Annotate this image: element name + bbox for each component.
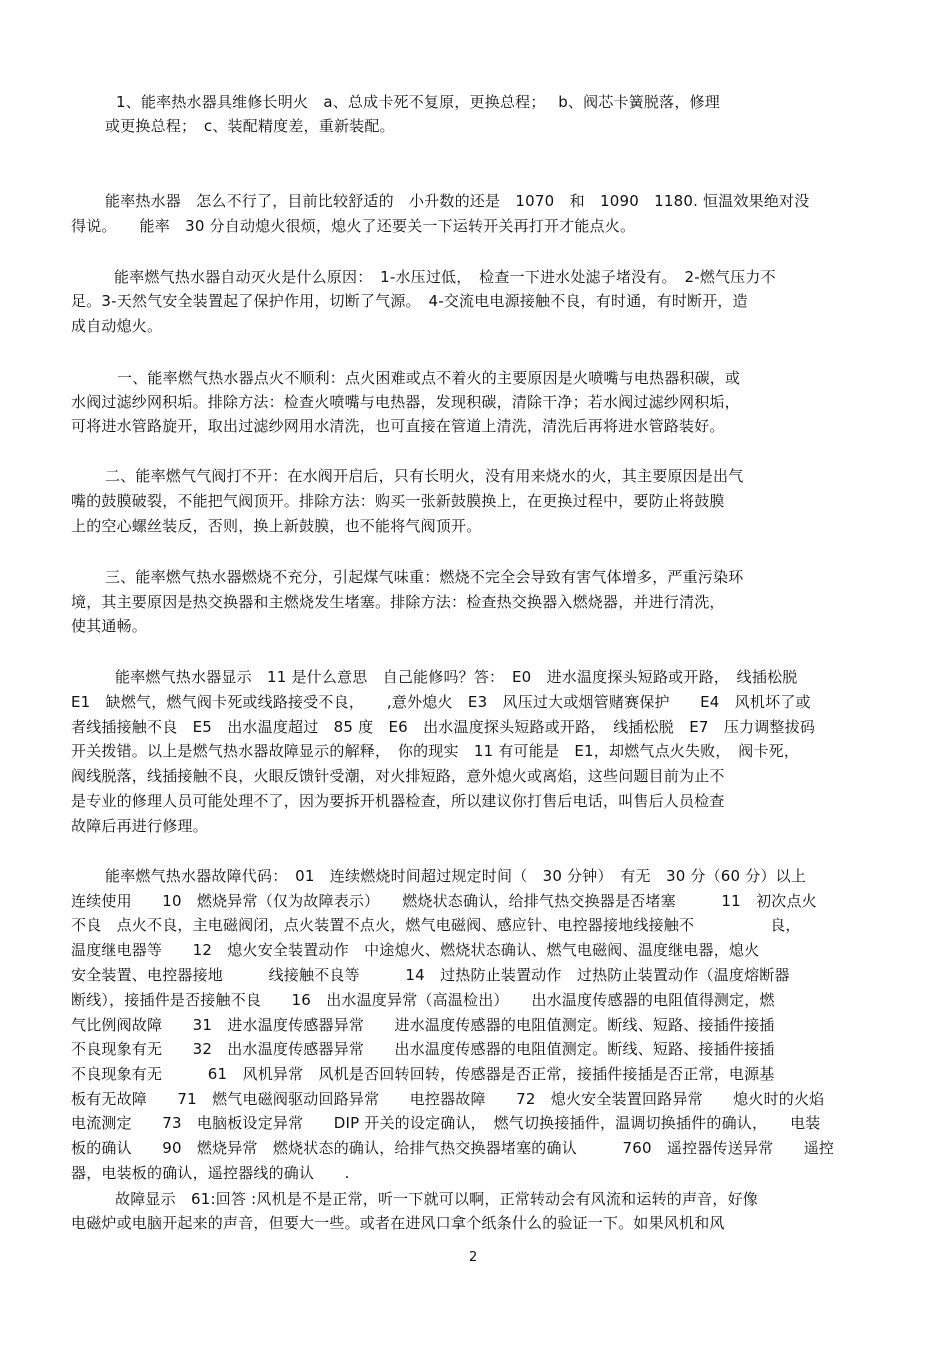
text-line: 可将进水管路旋开，取出过滤纱网用水清洗，也可直接在管道上清洗，清洗后再将进水管路装好。 <box>71 417 725 435</box>
text-line: 能率燃气热水器自动灭火是什么原因： 1-水压过低， 检查一下进水处滤子堵没有。 2-燃气压力不 <box>114 268 776 286</box>
text-line: 得说。 能率 30 分自动熄火很烦，熄火了还要关一下运转开关再打开才能点火。 <box>71 217 636 235</box>
text-line: 断线），接插件是否接触不良 16 出水温度异常（高温检出） 出水温度传感器的电阻值得测定，燃 <box>71 991 775 1009</box>
text-line: 阀线脱落，线插接触不良，火眼反馈针受潮，对火排短路，意外熄火或离焰，这些问题目前为止不 <box>71 767 725 785</box>
text-line: 水阀过滤纱网积垢。排除方法：检查火喷嘴与电热器，发现积碳，清除干净；若水阀过滤纱网积垢， <box>71 393 740 411</box>
text-line: 一、能率燃气热水器点火不顺利：点火困难或点不着火的主要原因是火喷嘴与电热器积碳，或 <box>117 369 741 387</box>
text-line: 气比例阀故障 31 进水温度传感器异常 进水温度传感器的电阻值测定。断线、短路、接插件接插 <box>71 1016 775 1034</box>
text-line: 三、能率燃气热水器燃烧不充分，引起煤气味重：燃烧不完全会导致有害气体增多，严重污染环 <box>105 568 744 586</box>
text-line: 成自动熄火。 <box>71 317 163 335</box>
text-line: 能率燃气热水器显示 11 是什么意思 自己能修吗？答： E0 进水温度探头短路或开路， 线插松脱 <box>115 668 798 686</box>
text-line: 使其通畅。 <box>71 617 148 635</box>
text-line: 温度继电器等 12 熄火安全装置动作 中途熄火、燃烧状态确认、燃气电磁阀、温度继电器，熄火 <box>71 941 760 959</box>
text-line: 安全装置、电控器接地 线接触不良等 14 过热防止装置动作 过热防止装置动作（温度熔断器 <box>71 966 790 984</box>
text-line: 足。3-天然气安全装置起了保护作用，切断了气源。 4-交流电电源接触不良，有时通，有时断开，造 <box>71 292 748 310</box>
text-line: 是专业的修理人员可能处理不了，因为要拆开机器检查，所以建议你打售后电话，叫售后人员检查 <box>71 792 725 810</box>
text-line: 能率燃气热水器故障代码： 01 连续燃烧时间超过规定时间（ 30 分钟） 有无 30 分（60 分）以上 <box>105 867 807 885</box>
text-line: 电流测定 73 电脑板设定异常 DIP 开关的设定确认， 燃气切换接插件，温调切换插件的确认， 电装 <box>71 1114 821 1132</box>
text-line: 嘴的鼓膜破裂，不能把气阀顶开。排除方法：购买一张新鼓膜换上，在更换过程中，要防止将鼓膜 <box>71 492 725 510</box>
text-line: 不良 点火不良，主电磁阀闭，点火装置不点火，燃气电磁阀、感应针、电控器接地线接触不 良， <box>71 916 801 934</box>
text-line: 故障显示 61:回答 :风机是不是正常，听一下就可以啊，正常转动会有风流和运转的声音，好像 <box>115 1190 758 1208</box>
text-line: 板的确认 90 燃烧异常 燃烧状态的确认，给排气热交换器堵塞的确认 760 遥控器传送异常 遥控 <box>71 1139 835 1157</box>
text-line: 不良现象有无 32 出水温度传感器异常 出水温度传感器的电阻值测定。断线、短路、接插件接插 <box>71 1040 775 1058</box>
text-line: 电磁炉或电脑开起来的声音，但要大一些。或者在进风口拿个纸条什么的验证一下。如果风机和风 <box>71 1214 725 1232</box>
text-line: 开关拨错。以上是燃气热水器故障显示的解释， 你的现实 11 有可能是 E1，却燃气点火失败， 阀卡死， <box>71 742 800 760</box>
text-line: 不良现象有无 61 风机异常 风机是否回转回转，传感器是否正常，接插件接插是否正常，电源基 <box>71 1065 775 1083</box>
text-line: 器，电装板的确认，遥控器线的确认 . <box>71 1164 350 1182</box>
text-line: 境，其主要原因是热交换器和主燃烧发生堵塞。排除方法：检查热交换器入燃烧器，并进行清洗， <box>71 593 725 611</box>
text-line: 二、能率燃气气阀打不开：在水阀开启后，只有长明火，没有用来烧水的火，其主要原因是出气 <box>105 467 744 485</box>
text-line: 上的空心螺丝装反，否则，换上新鼓膜，也不能将气阀顶开。 <box>71 517 482 535</box>
text-line: 者线插接触不良 E5 出水温度超过 85 度 E6 出水温度探头短路或开路， 线插松脱 E7 压力调整拔码 <box>71 718 816 736</box>
text-line: 或更换总程； c、装配精度差，重新装配。 <box>105 117 395 135</box>
text-line: 1、能率热水器具维修长明火 a、总成卡死不复原，更换总程； b、阀芯卡簧脱落，修理 <box>116 93 720 111</box>
page-number: 2 <box>469 1250 478 1265</box>
text-line: 板有无故障 71 燃气电磁阀驱动回路异常 电控器故障 72 熄火安全装置回路异常 熄火时的火焰 <box>71 1090 825 1108</box>
text-line: 故障后再进行修理。 <box>71 817 208 835</box>
text-line: E1 缺燃气，燃气阀卡死或线路接受不良， ,意外熄火 E3 风压过大或烟管赌赛保护 E4 风机坏了或 <box>71 693 811 711</box>
text-line: 能率热水器 怎么不行了，目前比较舒适的 小升数的还是 1070 和 1090 1180. 恒温效果绝对没 <box>105 192 810 210</box>
text-line: 连续使用 10 燃烧异常（仅为故障表示） 燃烧状态确认，给排气热交换器是否堵塞 11 初次点火 <box>71 892 817 910</box>
